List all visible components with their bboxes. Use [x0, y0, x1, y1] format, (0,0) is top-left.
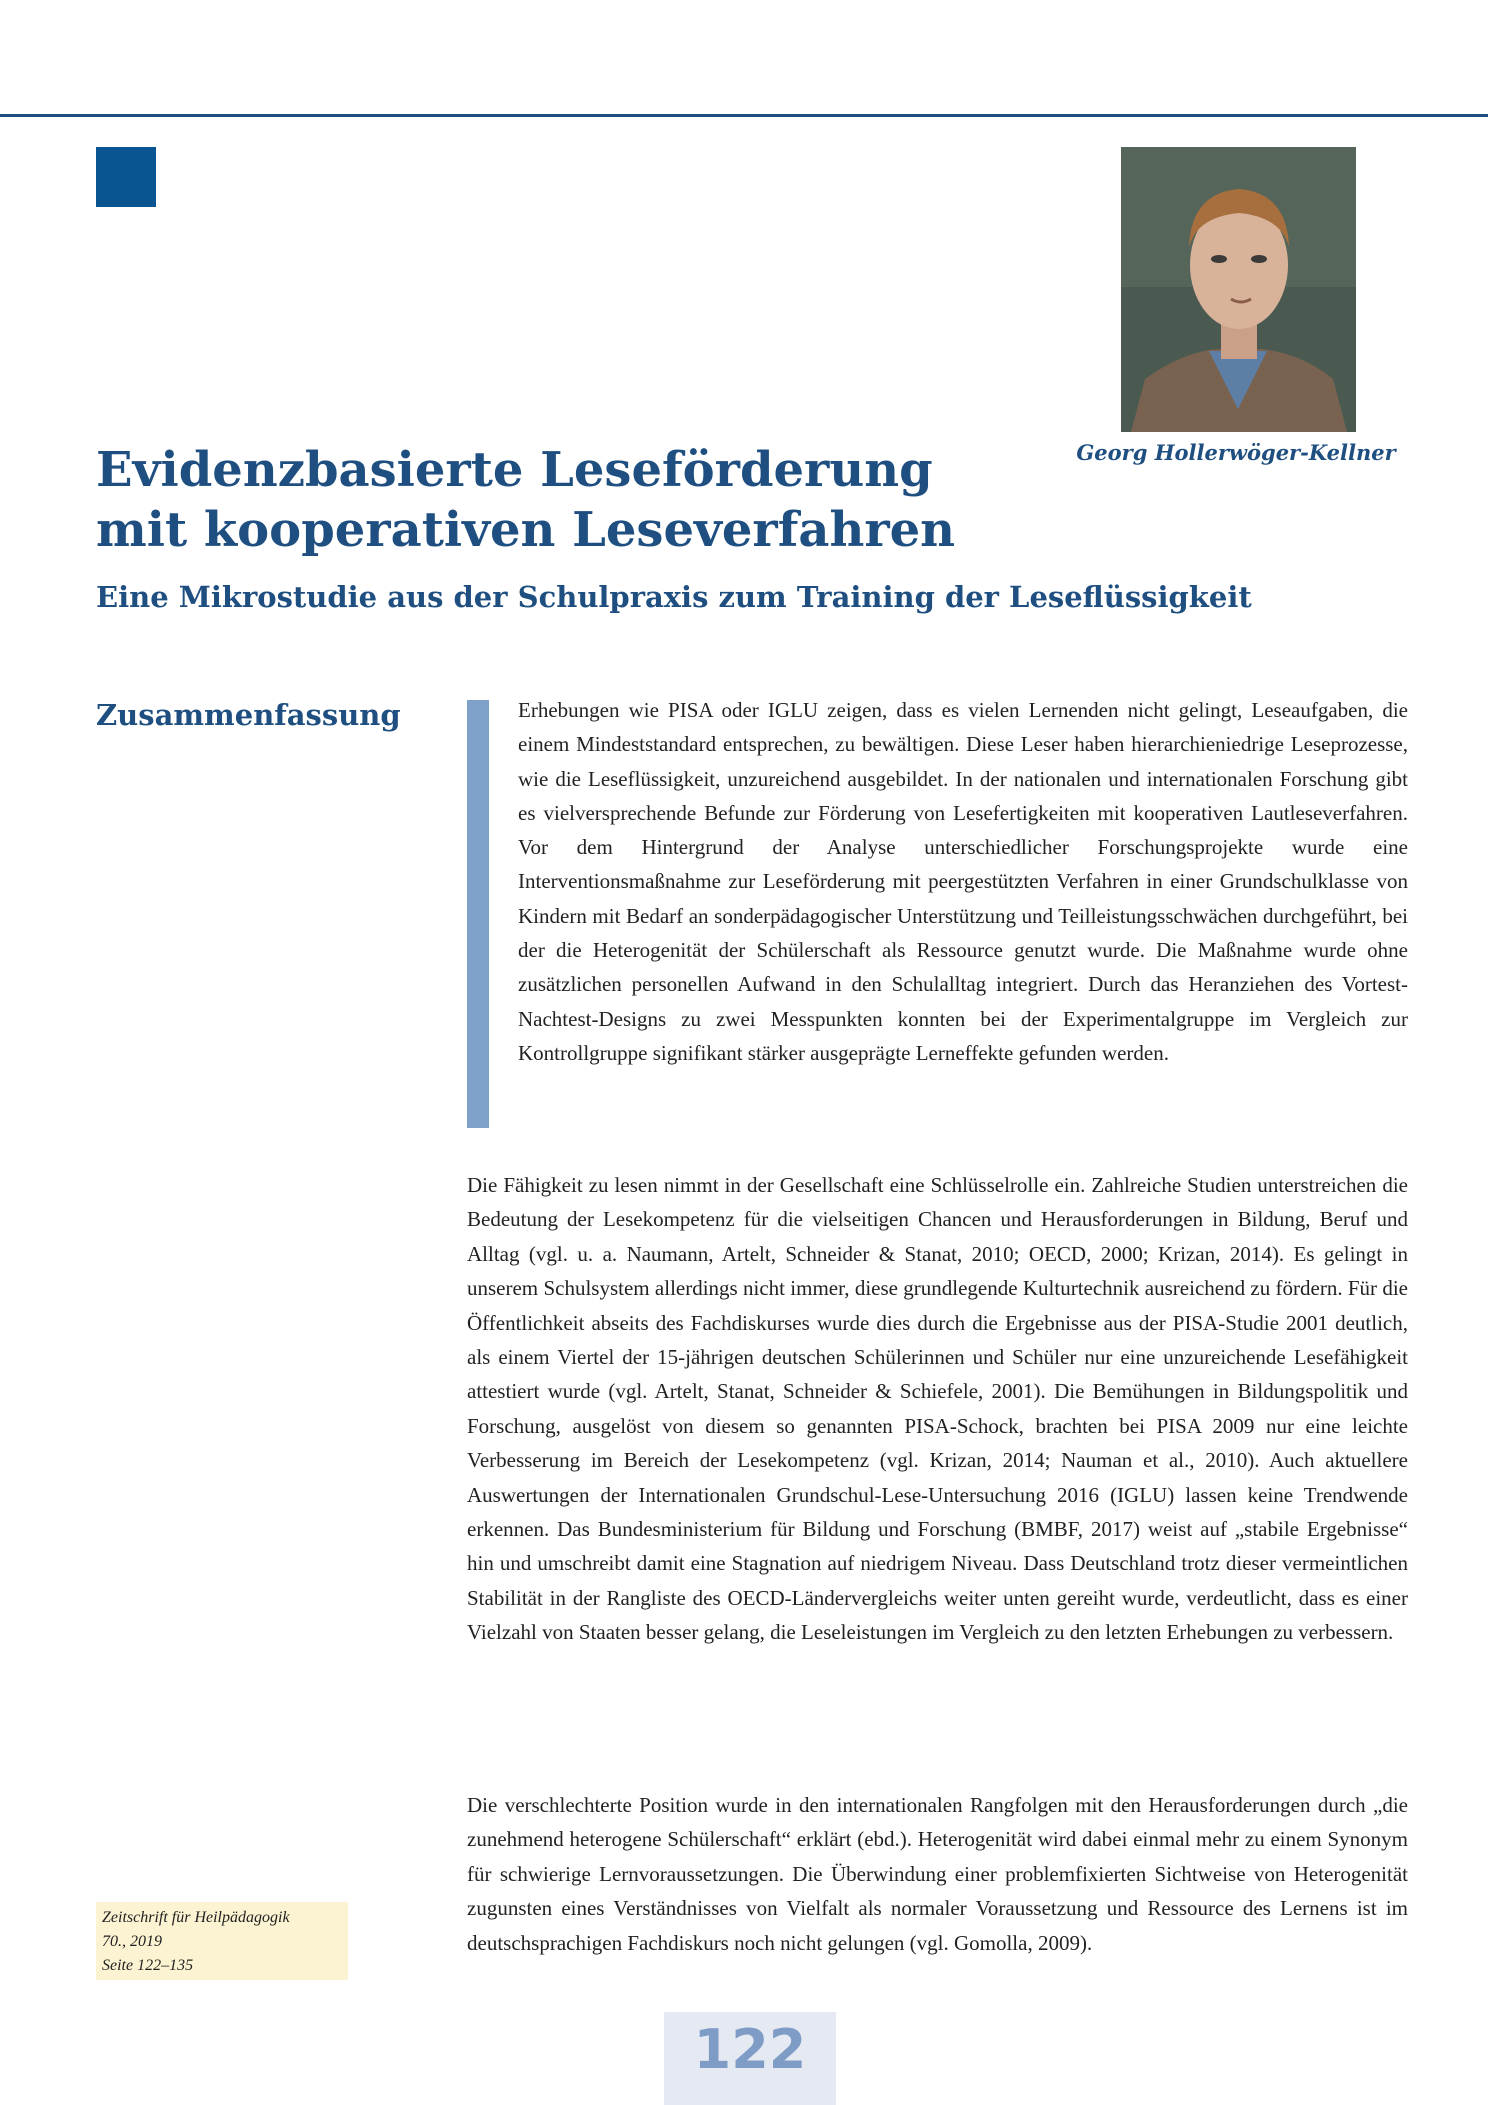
abstract-text: Erhebungen wie PISA oder IGLU zeigen, dass es vielen Lernenden nicht gelingt, Leseaufgaben, die einem Mindeststandard entsprechen, zu bewältigen. Diese Leser haben hierarchieniedrige Leseprozesse, wie die Leseflüssigkeit, unzureichend ausgebildet. In der nationalen und internationalen Forschung gibt es vielversprechende Befunde zur Förderung von Lesefertigkeiten mit kooperativen Lautleseverfahren. Vor dem Hintergrund der Analyse unterschiedlicher Forschungsprojekte wurde eine Interventionsmaßnahme zur Leseförderung mit peergestützten Verfahren in einer Grundschulklasse von Kindern mit Bedarf an sonderpädagogischer Unterstützung und Teilleistungsschwächen durchgeführt, bei der die Heterogenität der Schülerschaft als Ressource genutzt wurde. Die Maßnahme wurde ohne zusätzlichen personellen Aufwand in den Schulalltag integriert. Durch das Heranziehen des Vortest-Nachtest-Designs zu zwei Messpunkten konnten bei der Experimentalgruppe im Vergleich zur Kontrollgruppe signifikant stärker ausgeprägte Lerneffekte gefunden werden. — [518, 698, 1408, 1065]
body-paragraph-2: Die verschlechterte Position wurde in den internationalen Rangfolgen mit den Herausforderungen durch „die zunehmend heterogene Schülerschaft“ erklärt (ebd.). Heterogenität wird dabei einmal mehr zu einem Synonym für schwierige Lernvoraussetzungen. Die Überwindung einer problemfixierten Sichtweise von Heterogenität zugunsten eines Verständnisses von Vielfalt als normaler Voraussetzung und Ressource des Lernens ist im deutschsprachigen Fachdiskurs noch nicht gelungen (vgl. Gomolla, 2009). — [467, 1793, 1408, 1955]
body-paragraph-1: Die Fähigkeit zu lesen nimmt in der Gesellschaft eine Schlüsselrolle ein. Zahlreiche Studien unterstreichen die Bedeutung der Lesekompetenz für die vielseitigen Chancen und Herausforderungen in Bildung, Beruf und Alltag (vgl. u. a. Naumann, Artelt, Schneider & Stanat, 2010; OECD, 2000; Krizan, 2014). Es gelingt in unserem Schulsystem allerdings nicht immer, diese grundlegende Kulturtechnik ausreichend zu fördern. Für die Öffentlichkeit abseits des Fachdiskurses wurde dies durch die Ergebnisse aus der PISA-Studie 2001 deutlich, als einem Viertel der 15-jährigen deutschen Schülerinnen und Schüler nur eine unzureichende Lesefähigkeit attestiert wurde (vgl. Artelt, Stanat, Schneider & Schiefele, 2001). Die Bemühungen in Bildungspolitik und Forschung, ausgelöst von diesem so genannten PISA-Schock, brachten bei PISA 2009 nur eine leichte Verbesserung im Bereich der Lesekompetenz (vgl. Krizan, 2014; Nauman et al., 2010). Auch aktuellere Auswertungen der Internationalen Grundschul-Lese-Untersuchung 2016 (IGLU) lassen keine Trendwende erkennen. Das Bundesministerium für Bildung und Forschung (BMBF, 2017) weist auf „stabile Ergebnisse“ hin und umschreibt damit eine Stagnation auf niedrigem Niveau. Dass Deutschland trotz dieser vermeintlichen Stabilität in der Rangliste des OECD-Ländervergleichs weiter unten gereiht wurde, verdeutlicht, dass es einer Vielzahl von Staaten besser gelang, die Leseleistungen im Vergleich zu den letzten Erhebungen zu verbessern. — [467, 1173, 1408, 1645]
article-title — [96, 440, 1096, 560]
abstract-heading: Zusammenfassung — [96, 698, 401, 732]
journal-volume: 70., 2019 — [102, 1933, 162, 1950]
journal-name: Zeitschrift für Heilpädagogik — [102, 1909, 290, 1926]
author-portrait-icon — [1121, 147, 1356, 432]
author-photo — [1121, 147, 1356, 432]
article-subtitle: Eine Mikrostudie aus der Schulpraxis zum Training der Leseflüssigkeit — [96, 580, 1252, 614]
author-name: Georg Hollerwöger-Kellner — [1076, 440, 1396, 465]
page-number-box — [664, 2012, 836, 2105]
page-number: 122 — [693, 2018, 807, 2081]
decorative-square — [96, 147, 156, 207]
abstract-bar — [467, 700, 489, 1128]
top-rule — [0, 114, 1488, 117]
title-line-1: Evidenzbasierte Leseförderung — [96, 442, 933, 498]
journal-info — [96, 1902, 348, 1980]
title-line-2: mit kooperativen Leseverfahren — [96, 502, 956, 558]
journal-pages: Seite 122–135 — [102, 1957, 194, 1974]
